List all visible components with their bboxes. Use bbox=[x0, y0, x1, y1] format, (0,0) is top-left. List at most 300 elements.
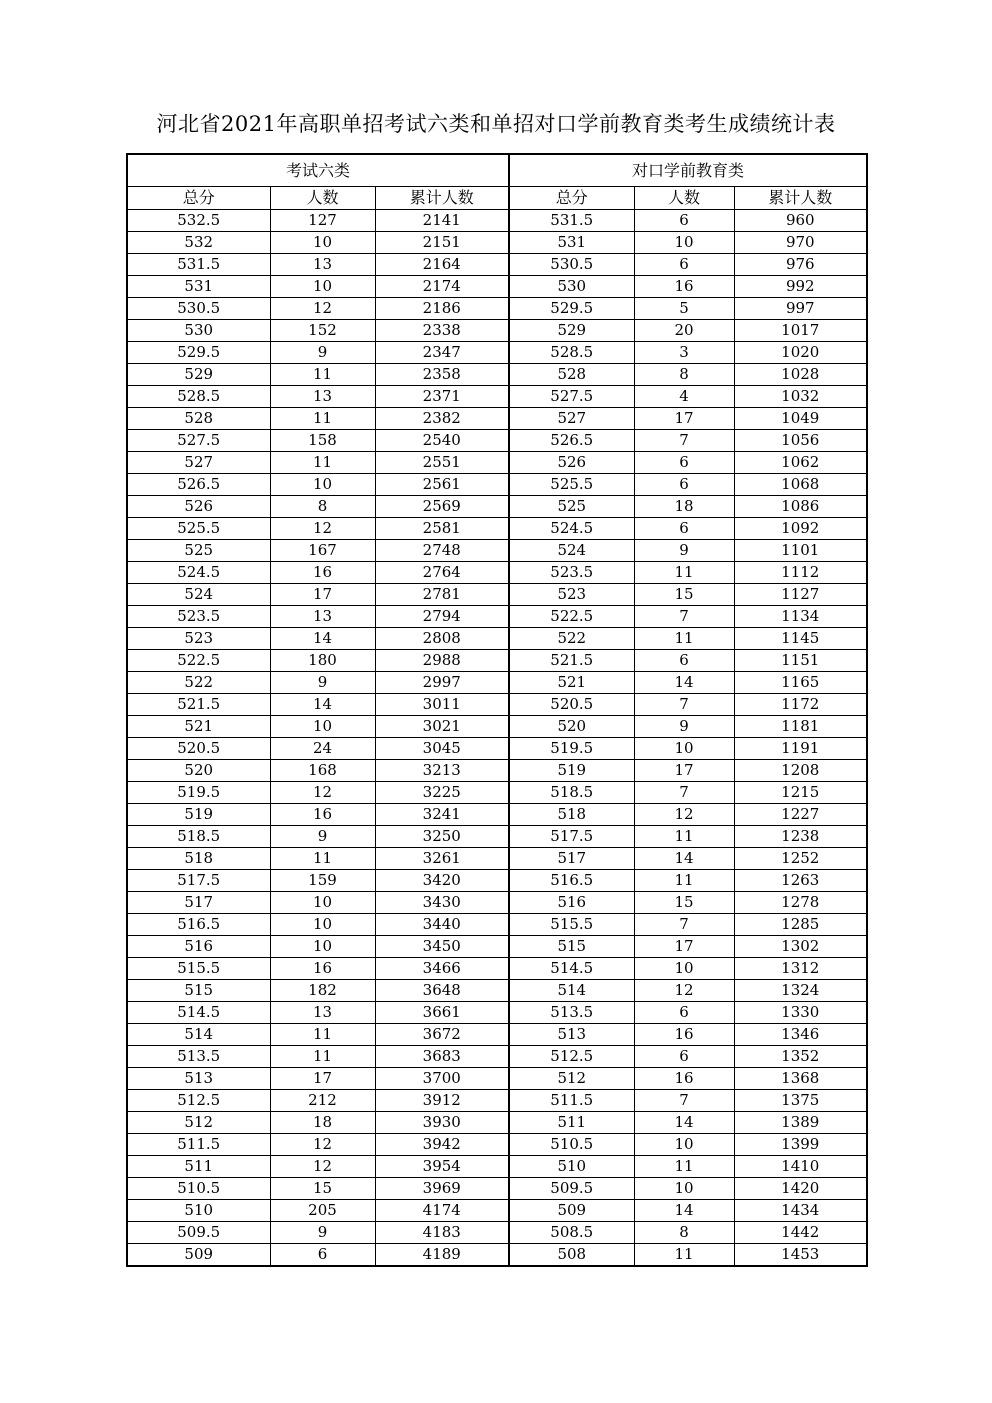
cumulative-cell: 3450 bbox=[375, 936, 509, 958]
total-score-cell: 514 bbox=[127, 1024, 270, 1046]
total-score-cell: 514 bbox=[509, 980, 634, 1002]
table-row bbox=[127, 606, 867, 628]
count-cell: 14 bbox=[270, 628, 375, 650]
cumulative-cell: 3440 bbox=[375, 914, 509, 936]
count-cell: 10 bbox=[270, 716, 375, 738]
column-header-count: 人数 bbox=[270, 187, 375, 210]
cumulative-cell: 4183 bbox=[375, 1222, 509, 1244]
count-cell: 11 bbox=[634, 562, 734, 584]
cumulative-cell: 2988 bbox=[375, 650, 509, 672]
table-row bbox=[127, 232, 867, 254]
count-cell: 10 bbox=[270, 232, 375, 254]
group-header-row bbox=[127, 154, 867, 187]
table-row bbox=[127, 430, 867, 452]
count-cell: 10 bbox=[270, 914, 375, 936]
total-score-cell: 521 bbox=[127, 716, 270, 738]
total-score-cell: 510.5 bbox=[509, 1134, 634, 1156]
cumulative-cell: 2347 bbox=[375, 342, 509, 364]
cumulative-cell: 970 bbox=[734, 232, 867, 254]
total-score-cell: 526.5 bbox=[509, 430, 634, 452]
total-score-cell: 530 bbox=[509, 276, 634, 298]
total-score-cell: 512 bbox=[509, 1068, 634, 1090]
total-score-cell: 516 bbox=[509, 892, 634, 914]
total-score-cell: 511.5 bbox=[127, 1134, 270, 1156]
count-cell: 9 bbox=[634, 716, 734, 738]
cumulative-cell: 3942 bbox=[375, 1134, 509, 1156]
cumulative-cell: 1049 bbox=[734, 408, 867, 430]
count-cell: 12 bbox=[270, 298, 375, 320]
total-score-cell: 526 bbox=[509, 452, 634, 474]
total-score-cell: 529.5 bbox=[127, 342, 270, 364]
column-header-count: 人数 bbox=[634, 187, 734, 210]
count-cell: 10 bbox=[634, 958, 734, 980]
total-score-cell: 525 bbox=[127, 540, 270, 562]
total-score-cell: 518.5 bbox=[127, 826, 270, 848]
cumulative-cell: 1215 bbox=[734, 782, 867, 804]
table-row bbox=[127, 1222, 867, 1244]
total-score-cell: 531.5 bbox=[509, 210, 634, 232]
count-cell: 16 bbox=[634, 276, 734, 298]
cumulative-cell: 1032 bbox=[734, 386, 867, 408]
count-cell: 11 bbox=[270, 452, 375, 474]
cumulative-cell: 1227 bbox=[734, 804, 867, 826]
total-score-cell: 511.5 bbox=[509, 1090, 634, 1112]
count-cell: 205 bbox=[270, 1200, 375, 1222]
table-row bbox=[127, 782, 867, 804]
table-row bbox=[127, 716, 867, 738]
count-cell: 5 bbox=[634, 298, 734, 320]
total-score-cell: 530 bbox=[127, 320, 270, 342]
cumulative-cell: 2338 bbox=[375, 320, 509, 342]
total-score-cell: 528 bbox=[127, 408, 270, 430]
total-score-cell: 532.5 bbox=[127, 210, 270, 232]
count-cell: 158 bbox=[270, 430, 375, 452]
count-cell: 14 bbox=[634, 1200, 734, 1222]
total-score-cell: 515 bbox=[127, 980, 270, 1002]
count-cell: 16 bbox=[634, 1068, 734, 1090]
cumulative-cell: 1389 bbox=[734, 1112, 867, 1134]
count-cell: 10 bbox=[634, 232, 734, 254]
count-cell: 9 bbox=[270, 1222, 375, 1244]
count-cell: 11 bbox=[634, 1156, 734, 1178]
count-cell: 13 bbox=[270, 254, 375, 276]
cumulative-cell: 1017 bbox=[734, 320, 867, 342]
cumulative-cell: 2781 bbox=[375, 584, 509, 606]
table-row bbox=[127, 298, 867, 320]
cumulative-cell: 3011 bbox=[375, 694, 509, 716]
count-cell: 10 bbox=[270, 276, 375, 298]
count-cell: 7 bbox=[634, 606, 734, 628]
cumulative-cell: 1442 bbox=[734, 1222, 867, 1244]
cumulative-cell: 1112 bbox=[734, 562, 867, 584]
total-score-cell: 528 bbox=[509, 364, 634, 386]
total-score-cell: 518.5 bbox=[509, 782, 634, 804]
total-score-cell: 529 bbox=[127, 364, 270, 386]
total-score-cell: 531.5 bbox=[127, 254, 270, 276]
cumulative-cell: 1420 bbox=[734, 1178, 867, 1200]
cumulative-cell: 1028 bbox=[734, 364, 867, 386]
table-row bbox=[127, 672, 867, 694]
count-cell: 6 bbox=[634, 1002, 734, 1024]
total-score-cell: 522 bbox=[509, 628, 634, 650]
count-cell: 127 bbox=[270, 210, 375, 232]
total-score-cell: 529.5 bbox=[509, 298, 634, 320]
count-cell: 16 bbox=[634, 1024, 734, 1046]
table-row bbox=[127, 210, 867, 232]
count-cell: 168 bbox=[270, 760, 375, 782]
cumulative-cell: 1092 bbox=[734, 518, 867, 540]
score-statistics-table bbox=[126, 153, 868, 1267]
table-row bbox=[127, 1134, 867, 1156]
total-score-cell: 521.5 bbox=[509, 650, 634, 672]
total-score-cell: 512.5 bbox=[509, 1046, 634, 1068]
total-score-cell: 520 bbox=[509, 716, 634, 738]
table-row bbox=[127, 254, 867, 276]
table-row bbox=[127, 386, 867, 408]
cumulative-cell: 1302 bbox=[734, 936, 867, 958]
count-cell: 7 bbox=[634, 1090, 734, 1112]
count-cell: 6 bbox=[634, 518, 734, 540]
count-cell: 10 bbox=[634, 1178, 734, 1200]
cumulative-cell: 1285 bbox=[734, 914, 867, 936]
count-cell: 17 bbox=[634, 936, 734, 958]
total-score-cell: 512 bbox=[127, 1112, 270, 1134]
table-row bbox=[127, 1046, 867, 1068]
count-cell: 12 bbox=[270, 518, 375, 540]
count-cell: 15 bbox=[634, 584, 734, 606]
total-score-cell: 515 bbox=[509, 936, 634, 958]
count-cell: 24 bbox=[270, 738, 375, 760]
table-row bbox=[127, 1024, 867, 1046]
total-score-cell: 525 bbox=[509, 496, 634, 518]
cumulative-cell: 3954 bbox=[375, 1156, 509, 1178]
total-score-cell: 531 bbox=[127, 276, 270, 298]
total-score-cell: 520.5 bbox=[127, 738, 270, 760]
cumulative-cell: 1020 bbox=[734, 342, 867, 364]
count-cell: 18 bbox=[634, 496, 734, 518]
cumulative-cell: 1434 bbox=[734, 1200, 867, 1222]
count-cell: 10 bbox=[270, 936, 375, 958]
count-cell: 159 bbox=[270, 870, 375, 892]
total-score-cell: 521 bbox=[509, 672, 634, 694]
cumulative-cell: 3648 bbox=[375, 980, 509, 1002]
count-cell: 9 bbox=[270, 826, 375, 848]
cumulative-cell: 1324 bbox=[734, 980, 867, 1002]
total-score-cell: 520.5 bbox=[509, 694, 634, 716]
count-cell: 11 bbox=[634, 826, 734, 848]
table-row bbox=[127, 1090, 867, 1112]
total-score-cell: 526.5 bbox=[127, 474, 270, 496]
cumulative-cell: 2371 bbox=[375, 386, 509, 408]
cumulative-cell: 3969 bbox=[375, 1178, 509, 1200]
table-row bbox=[127, 1200, 867, 1222]
group-header-six-categories: 考试六类 bbox=[127, 154, 509, 187]
cumulative-cell: 3430 bbox=[375, 892, 509, 914]
cumulative-cell: 1330 bbox=[734, 1002, 867, 1024]
count-cell: 7 bbox=[634, 914, 734, 936]
cumulative-cell: 3241 bbox=[375, 804, 509, 826]
total-score-cell: 509.5 bbox=[127, 1222, 270, 1244]
table-row bbox=[127, 980, 867, 1002]
count-cell: 11 bbox=[270, 408, 375, 430]
count-cell: 9 bbox=[270, 342, 375, 364]
cumulative-cell: 2997 bbox=[375, 672, 509, 694]
table-row bbox=[127, 496, 867, 518]
column-header-row bbox=[127, 187, 867, 210]
count-cell: 16 bbox=[270, 562, 375, 584]
cumulative-cell: 4189 bbox=[375, 1244, 509, 1267]
cumulative-cell: 1145 bbox=[734, 628, 867, 650]
cumulative-cell: 1368 bbox=[734, 1068, 867, 1090]
count-cell: 13 bbox=[270, 1002, 375, 1024]
count-cell: 12 bbox=[270, 1156, 375, 1178]
table-row bbox=[127, 870, 867, 892]
count-cell: 11 bbox=[634, 870, 734, 892]
count-cell: 16 bbox=[270, 804, 375, 826]
count-cell: 11 bbox=[270, 1046, 375, 1068]
cumulative-cell: 1263 bbox=[734, 870, 867, 892]
cumulative-cell: 2808 bbox=[375, 628, 509, 650]
total-score-cell: 511 bbox=[127, 1156, 270, 1178]
cumulative-cell: 1127 bbox=[734, 584, 867, 606]
count-cell: 12 bbox=[270, 782, 375, 804]
table-row bbox=[127, 892, 867, 914]
cumulative-cell: 1181 bbox=[734, 716, 867, 738]
count-cell: 13 bbox=[270, 606, 375, 628]
total-score-cell: 525.5 bbox=[509, 474, 634, 496]
count-cell: 9 bbox=[634, 540, 734, 562]
table-body bbox=[127, 210, 867, 1267]
table-row bbox=[127, 848, 867, 870]
total-score-cell: 523 bbox=[509, 584, 634, 606]
total-score-cell: 517 bbox=[509, 848, 634, 870]
total-score-cell: 524 bbox=[509, 540, 634, 562]
count-cell: 17 bbox=[634, 408, 734, 430]
cumulative-cell: 4174 bbox=[375, 1200, 509, 1222]
cumulative-cell: 2581 bbox=[375, 518, 509, 540]
cumulative-cell: 2174 bbox=[375, 276, 509, 298]
total-score-cell: 513.5 bbox=[509, 1002, 634, 1024]
table-row bbox=[127, 584, 867, 606]
total-score-cell: 519.5 bbox=[509, 738, 634, 760]
table-row bbox=[127, 1068, 867, 1090]
total-score-cell: 523.5 bbox=[509, 562, 634, 584]
total-score-cell: 528.5 bbox=[127, 386, 270, 408]
group-header-preschool-education: 对口学前教育类 bbox=[509, 154, 867, 187]
cumulative-cell: 3261 bbox=[375, 848, 509, 870]
table-row bbox=[127, 936, 867, 958]
cumulative-cell: 1101 bbox=[734, 540, 867, 562]
count-cell: 11 bbox=[270, 364, 375, 386]
total-score-cell: 513.5 bbox=[127, 1046, 270, 1068]
count-cell: 16 bbox=[270, 958, 375, 980]
total-score-cell: 509 bbox=[127, 1244, 270, 1267]
total-score-cell: 513 bbox=[509, 1024, 634, 1046]
count-cell: 7 bbox=[634, 782, 734, 804]
count-cell: 17 bbox=[270, 1068, 375, 1090]
page-title: 河北省2021年高职单招考试六类和单招对口学前教育类考生成绩统计表 bbox=[156, 112, 836, 136]
cumulative-cell: 2561 bbox=[375, 474, 509, 496]
total-score-cell: 527 bbox=[509, 408, 634, 430]
cumulative-cell: 1352 bbox=[734, 1046, 867, 1068]
cumulative-cell: 2764 bbox=[375, 562, 509, 584]
cumulative-cell: 3021 bbox=[375, 716, 509, 738]
total-score-cell: 530.5 bbox=[127, 298, 270, 320]
column-header-cumulative: 累计人数 bbox=[375, 187, 509, 210]
total-score-cell: 509.5 bbox=[509, 1178, 634, 1200]
count-cell: 6 bbox=[634, 474, 734, 496]
total-score-cell: 522 bbox=[127, 672, 270, 694]
total-score-cell: 524.5 bbox=[127, 562, 270, 584]
count-cell: 20 bbox=[634, 320, 734, 342]
cumulative-cell: 2358 bbox=[375, 364, 509, 386]
cumulative-cell: 3045 bbox=[375, 738, 509, 760]
total-score-cell: 519 bbox=[127, 804, 270, 826]
cumulative-cell: 960 bbox=[734, 210, 867, 232]
cumulative-cell: 1134 bbox=[734, 606, 867, 628]
cumulative-cell: 3672 bbox=[375, 1024, 509, 1046]
cumulative-cell: 2151 bbox=[375, 232, 509, 254]
table-row bbox=[127, 914, 867, 936]
table-row bbox=[127, 364, 867, 386]
total-score-cell: 525.5 bbox=[127, 518, 270, 540]
table-row bbox=[127, 694, 867, 716]
count-cell: 11 bbox=[634, 1244, 734, 1267]
column-header-total-score: 总分 bbox=[509, 187, 634, 210]
count-cell: 14 bbox=[634, 1112, 734, 1134]
total-score-cell: 532 bbox=[127, 232, 270, 254]
count-cell: 6 bbox=[634, 452, 734, 474]
count-cell: 182 bbox=[270, 980, 375, 1002]
total-score-cell: 520 bbox=[127, 760, 270, 782]
total-score-cell: 523.5 bbox=[127, 606, 270, 628]
total-score-cell: 523 bbox=[127, 628, 270, 650]
table-row bbox=[127, 452, 867, 474]
count-cell: 6 bbox=[634, 650, 734, 672]
table-row bbox=[127, 1156, 867, 1178]
count-cell: 10 bbox=[634, 738, 734, 760]
total-score-cell: 515.5 bbox=[509, 914, 634, 936]
count-cell: 12 bbox=[634, 804, 734, 826]
cumulative-cell: 3420 bbox=[375, 870, 509, 892]
count-cell: 6 bbox=[634, 1046, 734, 1068]
cumulative-cell: 1252 bbox=[734, 848, 867, 870]
table-row bbox=[127, 1178, 867, 1200]
cumulative-cell: 1399 bbox=[734, 1134, 867, 1156]
total-score-cell: 512.5 bbox=[127, 1090, 270, 1112]
count-cell: 8 bbox=[270, 496, 375, 518]
table-row bbox=[127, 1002, 867, 1024]
count-cell: 152 bbox=[270, 320, 375, 342]
total-score-cell: 511 bbox=[509, 1112, 634, 1134]
cumulative-cell: 2569 bbox=[375, 496, 509, 518]
cumulative-cell: 2748 bbox=[375, 540, 509, 562]
count-cell: 14 bbox=[634, 672, 734, 694]
cumulative-cell: 3912 bbox=[375, 1090, 509, 1112]
total-score-cell: 510 bbox=[509, 1156, 634, 1178]
cumulative-cell: 2141 bbox=[375, 210, 509, 232]
count-cell: 18 bbox=[270, 1112, 375, 1134]
total-score-cell: 527.5 bbox=[509, 386, 634, 408]
total-score-cell: 516.5 bbox=[127, 914, 270, 936]
count-cell: 11 bbox=[270, 1024, 375, 1046]
count-cell: 7 bbox=[634, 430, 734, 452]
count-cell: 6 bbox=[634, 254, 734, 276]
total-score-cell: 530.5 bbox=[509, 254, 634, 276]
total-score-cell: 517.5 bbox=[127, 870, 270, 892]
count-cell: 14 bbox=[634, 848, 734, 870]
count-cell: 15 bbox=[634, 892, 734, 914]
count-cell: 10 bbox=[270, 892, 375, 914]
table-row bbox=[127, 804, 867, 826]
total-score-cell: 514.5 bbox=[509, 958, 634, 980]
count-cell: 9 bbox=[270, 672, 375, 694]
count-cell: 7 bbox=[634, 694, 734, 716]
table-row bbox=[127, 826, 867, 848]
table-row bbox=[127, 540, 867, 562]
table-row bbox=[127, 628, 867, 650]
count-cell: 167 bbox=[270, 540, 375, 562]
count-cell: 8 bbox=[634, 1222, 734, 1244]
cumulative-cell: 1165 bbox=[734, 672, 867, 694]
count-cell: 11 bbox=[634, 628, 734, 650]
cumulative-cell: 2382 bbox=[375, 408, 509, 430]
cumulative-cell: 1056 bbox=[734, 430, 867, 452]
cumulative-cell: 3466 bbox=[375, 958, 509, 980]
table-row bbox=[127, 650, 867, 672]
count-cell: 6 bbox=[634, 210, 734, 232]
count-cell: 14 bbox=[270, 694, 375, 716]
total-score-cell: 518 bbox=[509, 804, 634, 826]
total-score-cell: 508 bbox=[509, 1244, 634, 1267]
total-score-cell: 527.5 bbox=[127, 430, 270, 452]
table-row bbox=[127, 1244, 867, 1267]
cumulative-cell: 1453 bbox=[734, 1244, 867, 1267]
count-cell: 12 bbox=[634, 980, 734, 1002]
count-cell: 8 bbox=[634, 364, 734, 386]
total-score-cell: 510.5 bbox=[127, 1178, 270, 1200]
count-cell: 180 bbox=[270, 650, 375, 672]
count-cell: 10 bbox=[634, 1134, 734, 1156]
cumulative-cell: 3930 bbox=[375, 1112, 509, 1134]
cumulative-cell: 3661 bbox=[375, 1002, 509, 1024]
count-cell: 10 bbox=[270, 474, 375, 496]
total-score-cell: 516 bbox=[127, 936, 270, 958]
count-cell: 11 bbox=[270, 848, 375, 870]
total-score-cell: 509 bbox=[509, 1200, 634, 1222]
table-row bbox=[127, 408, 867, 430]
total-score-cell: 531 bbox=[509, 232, 634, 254]
cumulative-cell: 1151 bbox=[734, 650, 867, 672]
total-score-cell: 528.5 bbox=[509, 342, 634, 364]
total-score-cell: 516.5 bbox=[509, 870, 634, 892]
total-score-cell: 517.5 bbox=[509, 826, 634, 848]
cumulative-cell: 1191 bbox=[734, 738, 867, 760]
cumulative-cell: 1068 bbox=[734, 474, 867, 496]
table-row bbox=[127, 518, 867, 540]
total-score-cell: 513 bbox=[127, 1068, 270, 1090]
total-score-cell: 519 bbox=[509, 760, 634, 782]
cumulative-cell: 3683 bbox=[375, 1046, 509, 1068]
count-cell: 17 bbox=[634, 760, 734, 782]
cumulative-cell: 1346 bbox=[734, 1024, 867, 1046]
cumulative-cell: 1410 bbox=[734, 1156, 867, 1178]
cumulative-cell: 1208 bbox=[734, 760, 867, 782]
total-score-cell: 519.5 bbox=[127, 782, 270, 804]
cumulative-cell: 1172 bbox=[734, 694, 867, 716]
total-score-cell: 521.5 bbox=[127, 694, 270, 716]
column-header-cumulative: 累计人数 bbox=[734, 187, 867, 210]
